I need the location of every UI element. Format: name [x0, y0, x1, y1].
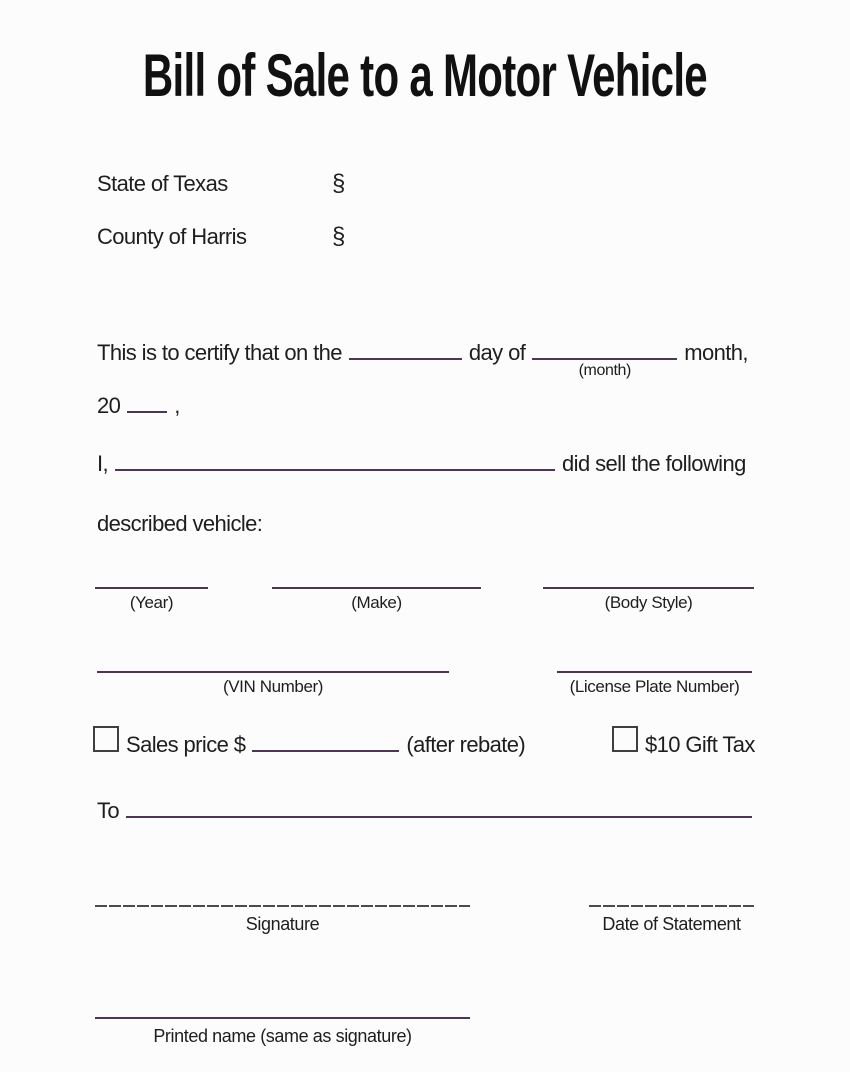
gift-tax-label: $10 Gift Tax: [645, 732, 755, 757]
sales-price-group: [93, 726, 525, 758]
after-rebate-label: (after rebate): [406, 732, 526, 757]
body-style-group: [543, 587, 754, 613]
body-style-field[interactable]: [543, 587, 754, 589]
certify-lead-text: This is to certify that on the: [97, 340, 342, 365]
month-suffix-text: month,: [684, 340, 748, 365]
month-field[interactable]: [532, 338, 677, 379]
sales-price-label: Sales price $: [126, 732, 246, 757]
license-plate-field[interactable]: [557, 671, 752, 673]
to-label: To: [97, 798, 120, 823]
vehicle-year-label: (Year): [129, 593, 174, 612]
date-group: [589, 905, 754, 935]
day-field[interactable]: [349, 338, 462, 360]
sales-price-field[interactable]: [252, 730, 399, 752]
vehicle-year-field[interactable]: [95, 587, 208, 589]
page-title: Bill of Sale to a Motor Vehicle: [142, 42, 708, 109]
vehicle-make-group: [272, 587, 481, 613]
vin-field[interactable]: [97, 671, 449, 673]
body-style-label: (Body Style): [604, 593, 693, 612]
month-hint: (month): [578, 362, 631, 379]
license-plate-group: [557, 671, 752, 697]
vehicle-make-label: (Make): [351, 593, 402, 612]
date-field[interactable]: [589, 905, 754, 907]
date-label: Date of Statement: [602, 914, 741, 934]
certify-row: [97, 338, 748, 379]
buyer-field[interactable]: [126, 796, 752, 818]
vehicle-year-group: [95, 587, 208, 613]
signature-label: Signature: [245, 914, 320, 934]
vin-label: (VIN Number): [222, 677, 324, 696]
printed-name-label: Printed name (same as signature): [153, 1026, 412, 1046]
county-label: County of Harris: [97, 224, 247, 249]
seller-row: [97, 449, 746, 477]
to-row: [97, 796, 752, 824]
did-sell-text: did sell the following: [562, 451, 746, 476]
printed-name-field[interactable]: [95, 1017, 470, 1019]
section-symbol: §: [332, 170, 345, 197]
year-comma-text: ,: [174, 393, 180, 418]
printed-name-group: [95, 1017, 470, 1047]
state-label: State of Texas: [97, 171, 228, 196]
day-of-text: day of: [468, 340, 526, 365]
year-prefix-text: 20: [97, 393, 121, 418]
sales-price-checkbox[interactable]: [93, 726, 119, 752]
described-vehicle-text: described vehicle:: [97, 511, 263, 536]
state-row: [97, 171, 345, 197]
section-symbol: §: [332, 223, 345, 250]
page-title-wrap: [0, 42, 850, 109]
gift-tax-group: [612, 726, 755, 758]
signature-field[interactable]: [95, 905, 470, 907]
gift-tax-checkbox[interactable]: [612, 726, 638, 752]
seller-name-field[interactable]: [115, 449, 555, 471]
year-field[interactable]: [127, 391, 167, 413]
license-plate-label: (License Plate Number): [569, 677, 740, 696]
described-vehicle-row: [97, 511, 262, 537]
seller-prefix-text: I,: [97, 451, 109, 476]
vehicle-make-field[interactable]: [272, 587, 481, 589]
county-row: [97, 224, 345, 250]
year-row: [97, 391, 180, 419]
vin-group: [97, 671, 449, 697]
signature-group: [95, 905, 470, 935]
